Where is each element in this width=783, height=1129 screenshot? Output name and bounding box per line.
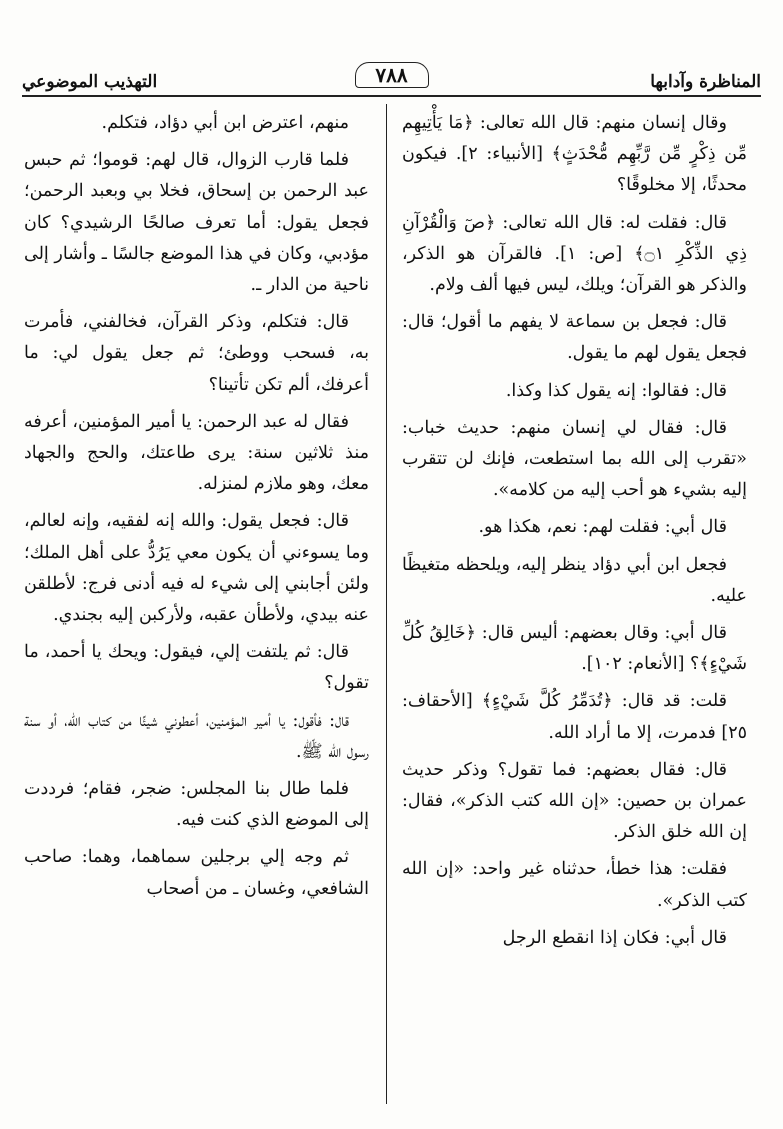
paragraph: قال: فقال بعضهم: فما تقول؟ وذكر حديث عمران بن حصين: «إن الله كتب الذكر»، فقال: إن الله خلق الذكر. bbox=[402, 759, 747, 843]
paragraph: فقلت: هذا خطأ، حدثناه غير واحد: «إن الله كتب الذكر». bbox=[402, 859, 747, 911]
paragraph: منهم، اعترض ابن أبي دؤاد، فتكلم. bbox=[101, 113, 349, 133]
column-divider bbox=[386, 104, 387, 1104]
paragraph: قال أبي: فقلت لهم: نعم، هكذا هو. bbox=[478, 517, 727, 538]
paragraph: قال: فقلت له: قال الله تعالى: ﴿صٓ وَالْقُرْآنِ ذِي الذِّكْرِ ۝١﴾ [ص: ١]. فالقرآن هو الذكر، والذكر هو القرآن؛ ويلك، ليس فيها ألف ولام. bbox=[402, 212, 747, 296]
paragraph: قال: فتكلم، وذكر القرآن، فخالفني، فأمرت به، فسحب ووطئ؛ ثم جعل يقول لي: ما أعرفك، ألم تكن تأتينا؟ bbox=[24, 312, 369, 395]
paragraph: ثم وجه إلي برجلين سماهما، وهما: صاحب الشافعي، وغسان ـ من أصحاب bbox=[24, 847, 369, 899]
right-column bbox=[402, 108, 747, 960]
paragraph: قال: فأقول: يا أمير المؤمنين، أعطوني شيئًا من كتاب الله، أو سنة رسول الله ﷺ. bbox=[24, 710, 369, 762]
header-rule bbox=[22, 95, 761, 97]
paragraph: قال أبي: وقال بعضهم: أليس قال: ﴿خَالِقُ كُلِّ شَيْءٍ﴾؟ [الأنعام: ١٠٢]. bbox=[402, 623, 747, 675]
paragraph: قلت: قد قال: ﴿تُدَمِّرُ كُلَّ شَيْءٍ﴾ [الأحقاف: ٢٥] فدمرت، إلا ما أراد الله. bbox=[402, 691, 747, 743]
paragraph: قال: فقالوا: إنه يقول كذا وكذا. bbox=[505, 380, 727, 401]
page-header bbox=[22, 58, 761, 94]
paragraph: قال: فقال لي إنسان منهم: حديث خباب: «تقرب إلى الله بما استطعت، فإنك لن تتقرب إليه بشيء هو أحب إليه من كلامه». bbox=[402, 417, 747, 501]
paragraph: فقال له عبد الرحمن: يا أمير المؤمنين، أعرفه منذ ثلاثين سنة: يرى طاعتك، والحج والجهاد معك، وهو ملازم لمنزله. bbox=[24, 411, 369, 495]
paragraph: وقال إنسان منهم: قال الله تعالى: ﴿مَا يَأْتِيهِم مِّن ذِكْرٍ مِّن رَّبِّهِم مُّحْدَثٍ﴾ [الأنبياء: ٢]. فيكون محدثًا، إلا مخلوقًا؟ bbox=[402, 113, 747, 196]
paragraph: فلما طال بنا المجلس: ضجر، فقام؛ فرددت إلى الموضع الذي كنت فيه. bbox=[24, 779, 369, 831]
chapter-title: المناظرة وآدابها bbox=[650, 72, 761, 92]
paragraph: فلما قارب الزوال، قال لهم: قوموا؛ ثم حبس عبد الرحمن بن إسحاق، فخلا بي وبعبد الرحمن؛ فجعل يقول: أما تعرف صالحًا الرشيدي؟ كان مؤدبي، وكان في هذا الموضع جالسًا ـ وأشار إلى ناحية من الدار ـ. bbox=[24, 150, 369, 296]
page-number: ٧٨٨ bbox=[355, 62, 429, 88]
paragraph: قال: فجعل بن سماعة لا يفهم ما أقول؛ قال: فجعل يقول لهم ما يقول. bbox=[402, 312, 747, 364]
paragraph: قال: فجعل يقول: والله إنه لفقيه، وإنه لعالم، وما يسوءني أن يكون معي يَرُدُّ على أهل الملك؛ ولئن أجابني إلى شيء له فيه أدنى فرج: لأطلقن عنه بيدي، ولأطأن عقبه، ولأركبن إليه بجندي. bbox=[24, 511, 369, 626]
paragraph: قال أبي: فكان إذا انقطع الرجل bbox=[502, 927, 727, 948]
paragraph: قال: ثم يلتفت إلي، فيقول: ويحك يا أحمد، ما تقول؟ bbox=[24, 642, 369, 694]
book-title: التهذيب الموضوعي bbox=[22, 72, 158, 92]
paragraph: فجعل ابن أبي دؤاد ينظر إليه، ويلحظه متغيظًا عليه. bbox=[402, 554, 747, 606]
left-column bbox=[24, 108, 369, 911]
